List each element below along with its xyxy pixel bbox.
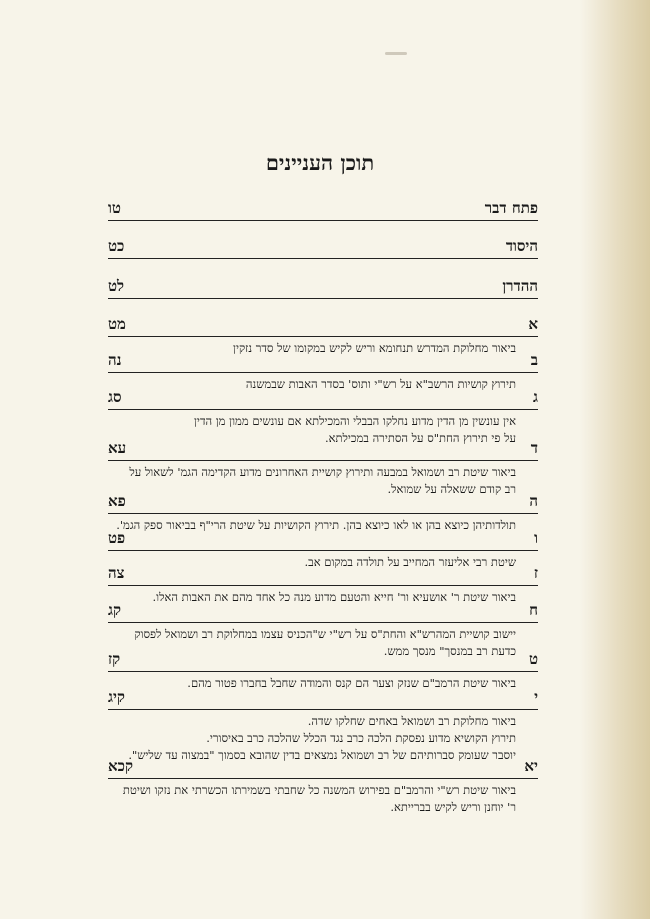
entry-head [108,438,538,461]
entry-label: ג [533,388,538,406]
entry-head [108,687,538,710]
entry-page: קז [108,650,121,668]
entry-description: ביאור מחלוקת המדרש תנחומא וריש לקיש במקומו של סדר נזקין [233,341,516,355]
entry-description: תולדותיהן כיוצא בהן או לאו כיוצא בהן. תירוץ הקושיות על שיטת הרי"ף בביאור ספק הגמ'. [116,518,516,532]
entry-description: שיטת רבי אליעזר המחייב על תולדה במקום אב. [304,555,516,569]
entry-description: כדעת רב במנסך" מנסך ממש. [383,644,516,658]
entry-description: ר' יוחנן וריש לקיש בברייתא. [390,800,516,814]
entry-page: סג [108,388,122,406]
entry-head [108,236,538,259]
entry-label: היסוד [505,237,538,255]
entry-label: ה [529,492,538,510]
entry-label: י [534,688,538,706]
entry-label: ז [533,564,538,582]
entry-head [108,528,538,551]
entry-label: פתח דבר [484,199,538,217]
entry-description: ביאור מחלוקת רב ושמואל באחים שחלקו שדה. [307,714,516,728]
entry-description: יוסבר שעומק סברותיהם של רב ושמואל נמצאים בדין שהובא בסמוך "במצוה עד שליש". [128,748,516,762]
entry-head [108,649,538,672]
page-title: תוכן העניינים [265,150,375,175]
entry-page: קיג [108,688,125,706]
entry-description: ביאור שיטת רב ושמואל במבעה ותירוץ קושיית האחרונים מדוע הקדימה הגמ' לשאול על [129,465,516,479]
entry-page: מט [108,315,126,333]
entry-head [108,600,538,623]
toc-entry [108,438,538,498]
toc-entry [108,687,538,762]
entry-page: קג [108,601,121,619]
entry-description: תירוץ הקושיא מדוע נפסקת הלכה כרב נגד הכלל שהלכה כרב באיסורי. [206,731,516,745]
entry-description: ביאור שיטת ר' אושעיא ור' חייא והטעם מדוע מנה כל אחד מהם את האבות האלו. [152,590,516,604]
entry-label: ט [528,650,538,668]
entry-page: קכא [108,757,133,775]
entry-label: ו [534,529,538,547]
toc-entry [108,756,538,816]
entry-page: עא [108,439,127,457]
entry-page: כט [108,237,125,255]
entry-label: ח [529,601,538,619]
entry-description: תירוץ קושיות הרשב"א על רש"י ותוס' בסדר האבות שבמשנה [245,377,516,391]
entry-label: יא [524,757,538,775]
entry-head [108,314,538,337]
entry-label: ב [530,351,538,369]
entry-head [108,756,538,779]
entry-head [108,276,538,299]
entry-page: צה [108,564,125,582]
entry-page: טו [108,199,121,217]
entry-page: פט [108,529,126,547]
entry-description: יישוב קושיית המהרש"א והחת"ס על רש"י ש"הכניס עצמו במחלוקת רב ושמואל לפסוק [134,627,516,641]
entry-description: על פי תירוץ החת"ס על הסתירה במכילתא. [324,431,516,445]
entry-page: פא [108,492,126,510]
entry-head [108,387,538,410]
entry-head [108,350,538,373]
entry-head [108,491,538,514]
entry-label: ההדרן [502,277,538,295]
entry-label: א [528,315,538,333]
entry-description: ביאור שיטת הרמב"ם שנזק וצער הם קנס והמודה שחבל בחברו פטור מהם. [187,676,516,690]
entry-page: נה [108,351,122,369]
entry-head [108,563,538,586]
entry-description: רב קודם ששאלה על שמואל. [387,482,516,496]
entry-description: אין עונשין מן הדין מדוע נחלקו הבבלי והמכילתא אם עונשים ממון מן הדין [194,414,516,428]
entry-page: לט [108,277,125,295]
entry-label: ד [530,439,538,457]
entry-description: ביאור שיטת רש"י והרמב"ם בפירוש המשנה כל שחבתי בשמירתו הכשרתי את נזקו ושיטת [122,783,516,797]
entry-head [108,198,538,221]
